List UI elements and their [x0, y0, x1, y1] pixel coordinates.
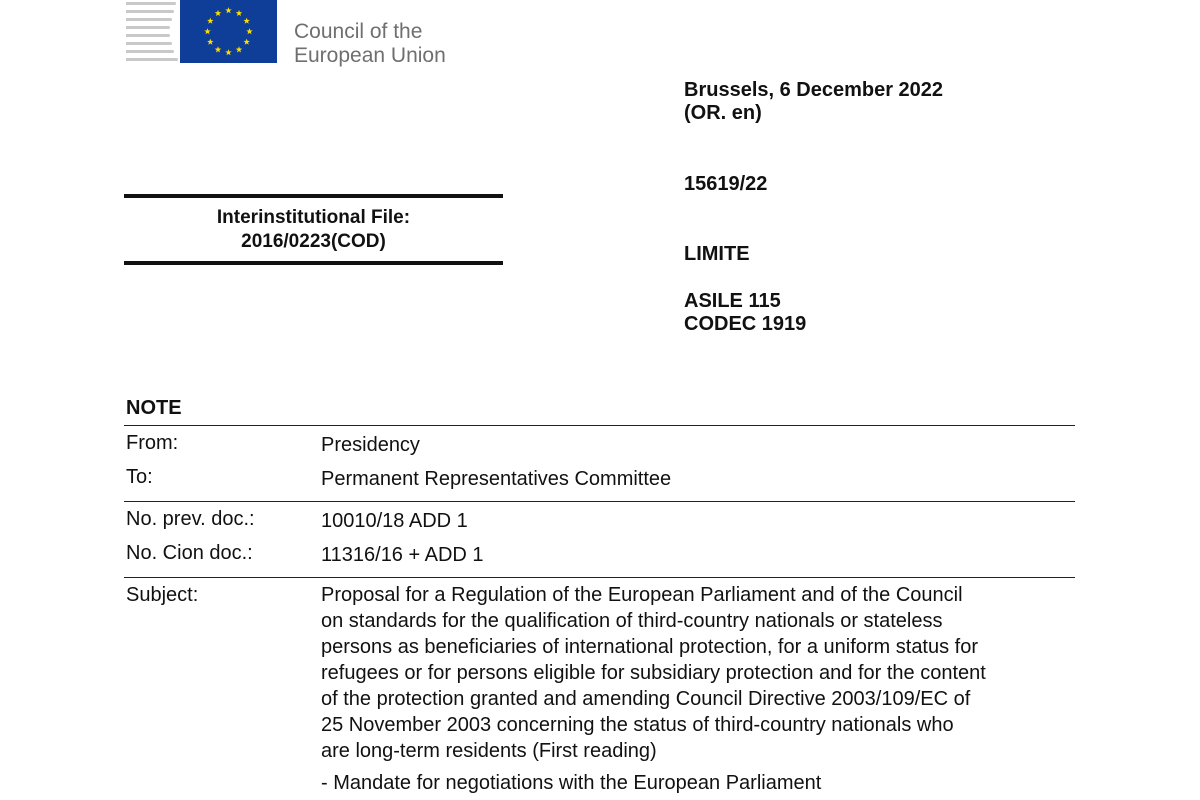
from-to-group [124, 426, 1075, 501]
subject-line: refugees or for persons eligible for subsidiary protection and for the content [321, 662, 986, 684]
doc-refs-group [124, 502, 1075, 577]
flag-star [215, 10, 221, 16]
flag-star [225, 7, 231, 13]
prev-doc-label: No. prev. doc.: [126, 508, 255, 530]
flag-star [243, 18, 249, 24]
note-table [124, 425, 1075, 800]
cion-doc-value: 11316/16 + ADD 1 [321, 544, 484, 566]
logo-stripes [126, 0, 182, 64]
subject-line: 25 November 2003 concerning the status of third-country nationals who [321, 714, 954, 736]
from-row [124, 430, 1075, 464]
flag-star [204, 28, 210, 34]
place-date: Brussels, 6 December 2022 [684, 79, 944, 101]
eu-flag-icon [180, 0, 277, 63]
subject-line: are long-term residents (First reading) [321, 740, 657, 762]
cion-doc-label: No. Cion doc.: [126, 542, 253, 564]
interinstitutional-file-label: Interinstitutional File: [216, 207, 411, 228]
subject-line: Proposal for a Regulation of the European Parliament and of the Council [321, 584, 963, 606]
subject-line: on standards for the qualification of third-country nationals or stateless [321, 610, 943, 632]
flag-star [215, 46, 221, 52]
org-name-line-2: European Union [294, 44, 446, 67]
from-label: From: [126, 432, 179, 454]
document-codes [684, 290, 806, 336]
to-label: To: [126, 466, 153, 488]
to-value: Permanent Representatives Committee [321, 468, 672, 490]
flag-star [225, 49, 231, 55]
flag-star [246, 28, 252, 34]
code-codec: CODEC 1919 [684, 313, 807, 335]
interinstitutional-file-box [124, 194, 503, 265]
flag-star [207, 18, 213, 24]
subject-group [124, 578, 1075, 800]
subject-line: persons as beneficiaries of international protection, for a uniform status for [321, 636, 979, 658]
note-title: NOTE [126, 397, 182, 419]
subject-line: of the protection granted and amending Council Directive 2003/109/EC of [321, 688, 971, 710]
prev-doc-row [124, 506, 1075, 540]
organization-name [294, 20, 446, 68]
from-value: Presidency [321, 434, 420, 456]
original-language: (OR. en) [684, 102, 762, 124]
subject-text [321, 582, 1075, 764]
classification-label: LIMITE [684, 243, 750, 265]
flag-star [236, 46, 242, 52]
place-date-block [684, 79, 943, 125]
subject-row [124, 582, 1075, 764]
cion-doc-row [124, 540, 1075, 574]
document-number: 15619/22 [684, 173, 768, 195]
to-row [124, 464, 1075, 498]
interinstitutional-file-value: 2016/0223(COD) [241, 231, 386, 252]
prev-doc-value: 10010/18 ADD 1 [321, 510, 468, 532]
council-logo [126, 0, 486, 68]
subject-label: Subject: [126, 584, 199, 606]
code-asile: ASILE 115 [684, 290, 781, 312]
mandate-text: - Mandate for negotiations with the European Parliament [321, 772, 822, 794]
flag-star [236, 10, 242, 16]
org-name-line-1: Council of the [294, 20, 423, 43]
flag-star [207, 39, 213, 45]
flag-star [243, 39, 249, 45]
